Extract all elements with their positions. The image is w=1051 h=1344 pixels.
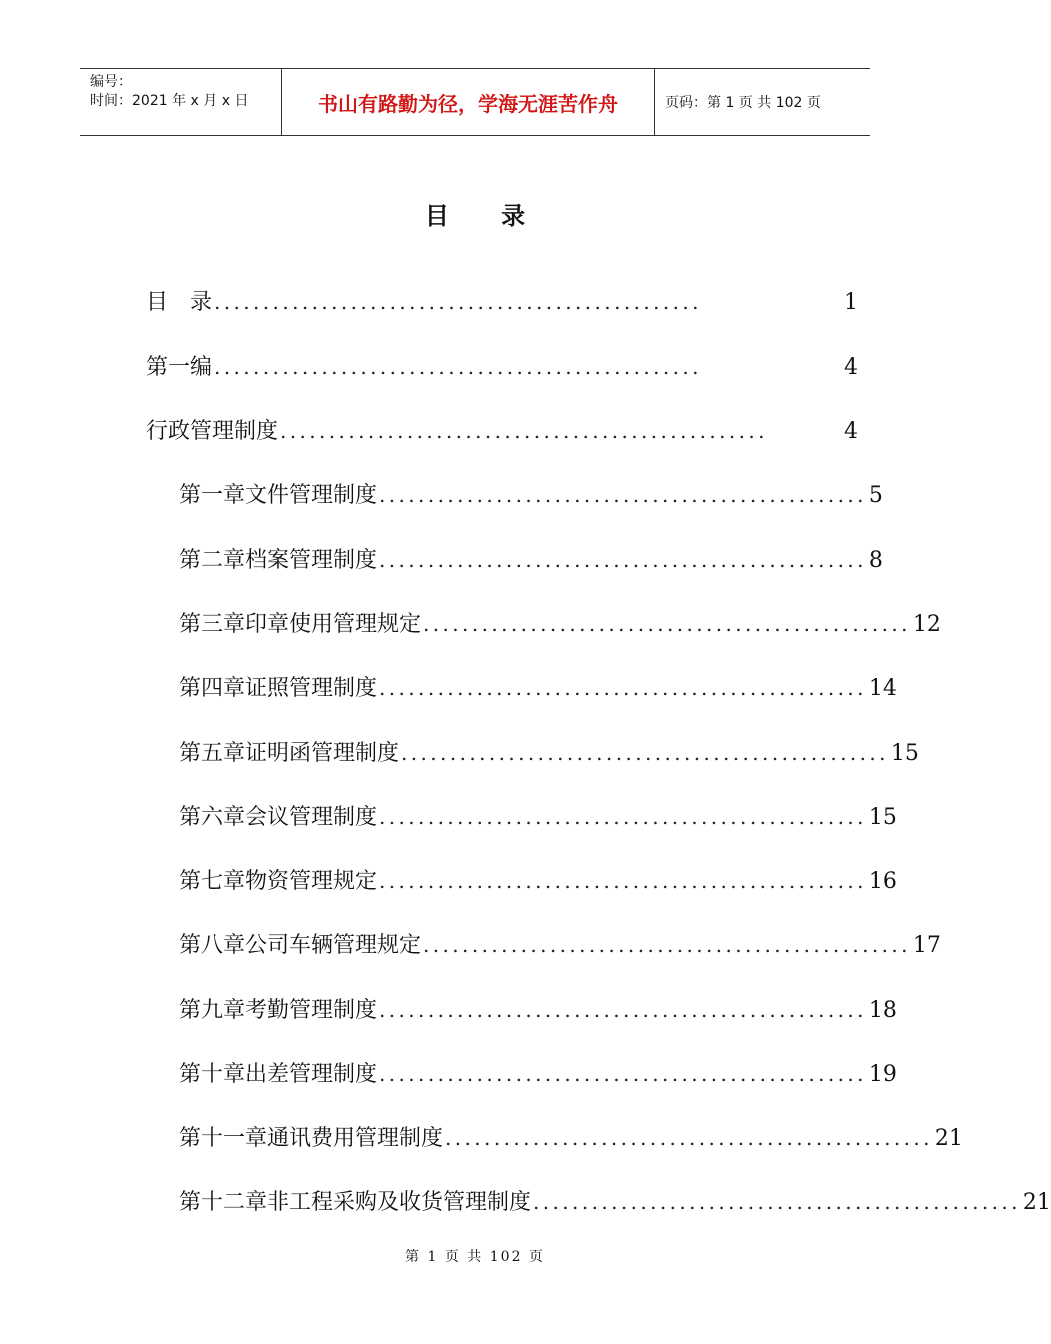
toc-entry-title: 公司车辆管理规定 <box>245 933 422 958</box>
toc-chapter-number: 第三章 <box>179 612 246 637</box>
toc-entry-title: 通讯费用管理制度 <box>267 1126 444 1151</box>
toc-chapter-number: 第二章 <box>179 548 246 573</box>
header-meta <box>80 69 282 135</box>
toc-entry-page: 21 <box>1022 1190 1051 1215</box>
toc-entry-page: 5 <box>868 483 883 508</box>
dot-leader: .................................................. <box>379 1062 867 1086</box>
toc-chapter-number: 第五章 <box>179 741 246 766</box>
toc-chapter-number: 第七章 <box>179 869 246 894</box>
toc-entry[interactable] <box>179 925 941 965</box>
toc-entry[interactable] <box>179 604 941 644</box>
page-header <box>80 68 870 136</box>
toc-chapter-number: 第一章 <box>179 483 246 508</box>
dot-leader: .................................................. <box>445 1126 933 1150</box>
toc-entry[interactable] <box>146 282 858 322</box>
dot-leader: .................................................. <box>533 1190 1021 1214</box>
dot-leader: .................................................. <box>379 483 867 507</box>
toc-entry-title: 档案管理制度 <box>245 548 378 573</box>
toc-chapter-number: 第十二章 <box>179 1190 268 1215</box>
page-title: 目 录 <box>424 202 548 230</box>
toc-entry[interactable] <box>179 861 897 901</box>
toc-entry-page: 8 <box>868 548 883 573</box>
dot-leader: .................................................. <box>280 419 768 443</box>
toc-chapter-number: 第六章 <box>179 805 246 830</box>
toc-entry-page: 15 <box>890 741 919 766</box>
toc-chapter-number: 第十章 <box>179 1062 246 1087</box>
toc-entry-title: 证照管理制度 <box>245 676 378 701</box>
toc-chapter-number: 第四章 <box>179 676 246 701</box>
page-footer: 第 1 页 共 102 页 <box>405 1249 545 1265</box>
toc-entry-page: 16 <box>868 869 897 894</box>
toc-entry-title: 目 录 <box>146 290 213 315</box>
serial-label: 编号： <box>90 74 132 90</box>
toc-chapter-number: 第十一章 <box>179 1126 268 1151</box>
toc-entry[interactable] <box>179 1054 897 1094</box>
toc-entry-page: 18 <box>868 998 897 1023</box>
dot-leader: .................................................. <box>423 933 911 957</box>
toc-entry-page: 15 <box>868 805 897 830</box>
dot-leader: .................................................. <box>214 290 702 314</box>
toc-entry[interactable] <box>179 475 883 515</box>
toc-entry-title: 文件管理制度 <box>245 483 378 508</box>
dot-leader: .................................................. <box>379 676 867 700</box>
toc-entry[interactable] <box>179 797 897 837</box>
toc-chapter-number: 第八章 <box>179 933 246 958</box>
dot-leader: .................................................. <box>379 805 867 829</box>
toc-entry-page: 19 <box>868 1062 897 1087</box>
dot-leader: .................................................. <box>423 612 911 636</box>
toc-entry[interactable] <box>179 990 897 1030</box>
toc-entry-title: 会议管理制度 <box>245 805 378 830</box>
time-label: 时间：2021 年 x 月 x 日 <box>90 93 249 109</box>
toc-entry-page: 1 <box>844 290 858 315</box>
toc-entry-title: 行政管理制度 <box>146 419 279 444</box>
dot-leader: .................................................. <box>379 548 867 572</box>
toc-chapter-number: 第九章 <box>179 998 246 1023</box>
toc-entry[interactable] <box>179 1182 1051 1222</box>
toc-entry[interactable] <box>179 540 883 580</box>
toc-entry-page: 14 <box>868 676 897 701</box>
toc-entry-title: 出差管理制度 <box>245 1062 378 1087</box>
toc-entry-title: 印章使用管理规定 <box>245 612 422 637</box>
toc-entry-title: 第一编 <box>146 355 213 380</box>
toc-entry-page: 4 <box>844 419 858 444</box>
dot-leader: .................................................. <box>401 741 889 765</box>
toc-entry-title: 非工程采购及收货管理制度 <box>267 1190 532 1215</box>
toc-entry[interactable] <box>179 1118 963 1158</box>
toc-entry[interactable] <box>146 411 858 451</box>
toc-entry-page: 17 <box>912 933 941 958</box>
toc-entry[interactable] <box>179 733 919 773</box>
dot-leader: .................................................. <box>214 355 702 379</box>
toc-entry-page: 12 <box>912 612 941 637</box>
dot-leader: .................................................. <box>379 998 867 1022</box>
toc-entry[interactable] <box>179 668 897 708</box>
toc-entry-page: 21 <box>934 1126 963 1151</box>
toc-entry[interactable] <box>146 347 858 387</box>
toc-entry-title: 物资管理规定 <box>245 869 378 894</box>
header-motto: 书山有路勤为径，学海无涯苦作舟 <box>282 69 655 135</box>
toc-entry-title: 证明函管理制度 <box>245 741 400 766</box>
toc-entry-title: 考勤管理制度 <box>245 998 378 1023</box>
dot-leader: .................................................. <box>379 869 867 893</box>
header-page-info: 页码：第 1 页 共 102 页 <box>665 95 821 111</box>
toc-entry-page: 4 <box>844 355 858 380</box>
